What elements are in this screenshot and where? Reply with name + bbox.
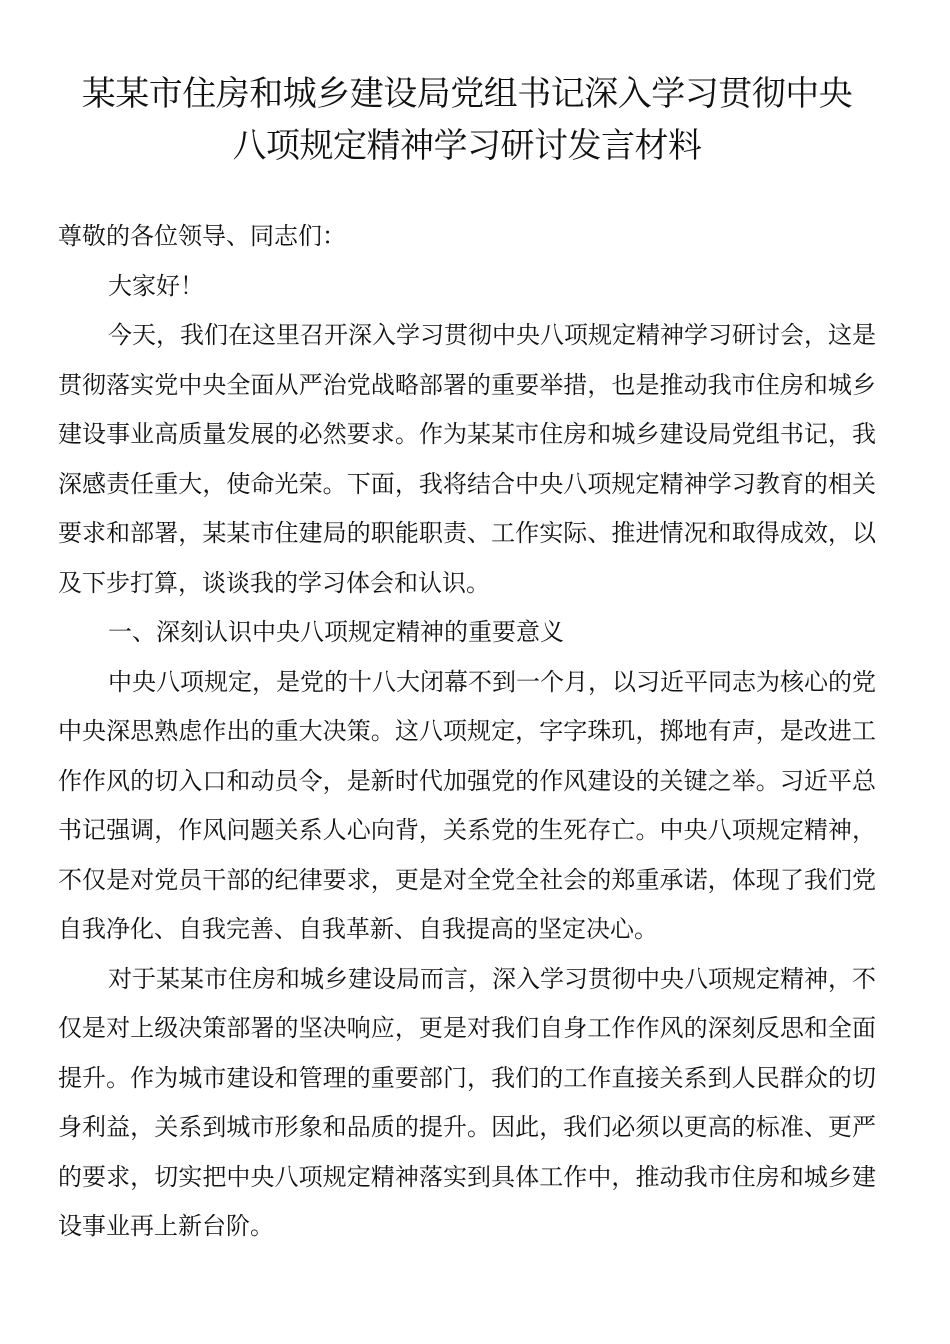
document-title-line-2: 八项规定精神学习研讨发言材料 [232,126,702,166]
document-body [58,212,876,1252]
paragraph-bureau-role: 对于某某市住房和城乡建设局而言，深入学习贯彻中央八项规定精神，不仅是对上级决策部署的坚决响应，更是对我们自身工作作风的深刻反思和全面提升。作为城市建设和管理的重要部门，我们的工作直接关系到人民群众的切身利益，关系到城市形象和品质的提升。因此，我们必须以更高的标准、更严的要求，切实把中央八项规定精神落实到具体工作中，推动我市住房和城乡建设事业再上新台阶。 [58,964,876,1240]
document-title-line-1: 某某市住房和城乡建设局党组书记深入学习贯彻中央 [81,74,853,114]
salutation: 尊敬的各位领导、同志们： [58,222,346,250]
paragraph-significance: 中央八项规定，是党的十八大闭幕不到一个月，以习近平同志为核心的党中央深思熟虑作出的重大决策。这八项规定，字字珠玑，掷地有声，是改进工作作风的切入口和动员令，是新时代加强党的作风建设的关键之举。习近平总书记强调，作风问题关系人心向背，关系党的生死存亡。中央八项规定精神，不仅是对党员干部的纪律要求，更是对全党全社会的郑重承诺，体现了我们党自我净化、自我完善、自我革新、自我提高的坚定决心。 [58,667,876,943]
greeting: 大家好！ [108,271,204,300]
document-title [58,68,876,172]
paragraph-intro: 今天，我们在这里召开深入学习贯彻中央八项规定精神学习研讨会，这是贯彻落实党中央全面从严治党战略部署的重要举措，也是推动我市住房和城乡建设事业高质量发展的必然要求。作为某某市住房和城乡建设局党组书记，我深感责任重大，使命光荣。下面，我将结合中央八项规定精神学习教育的相关要求和部署，某某市住建局的职能职责、工作实际、推进情况和取得成效，以及下步打算，谈谈我的学习体会和认识。 [58,321,876,597]
section-heading-1: 一、深刻认识中央八项规定精神的重要意义 [108,618,564,646]
